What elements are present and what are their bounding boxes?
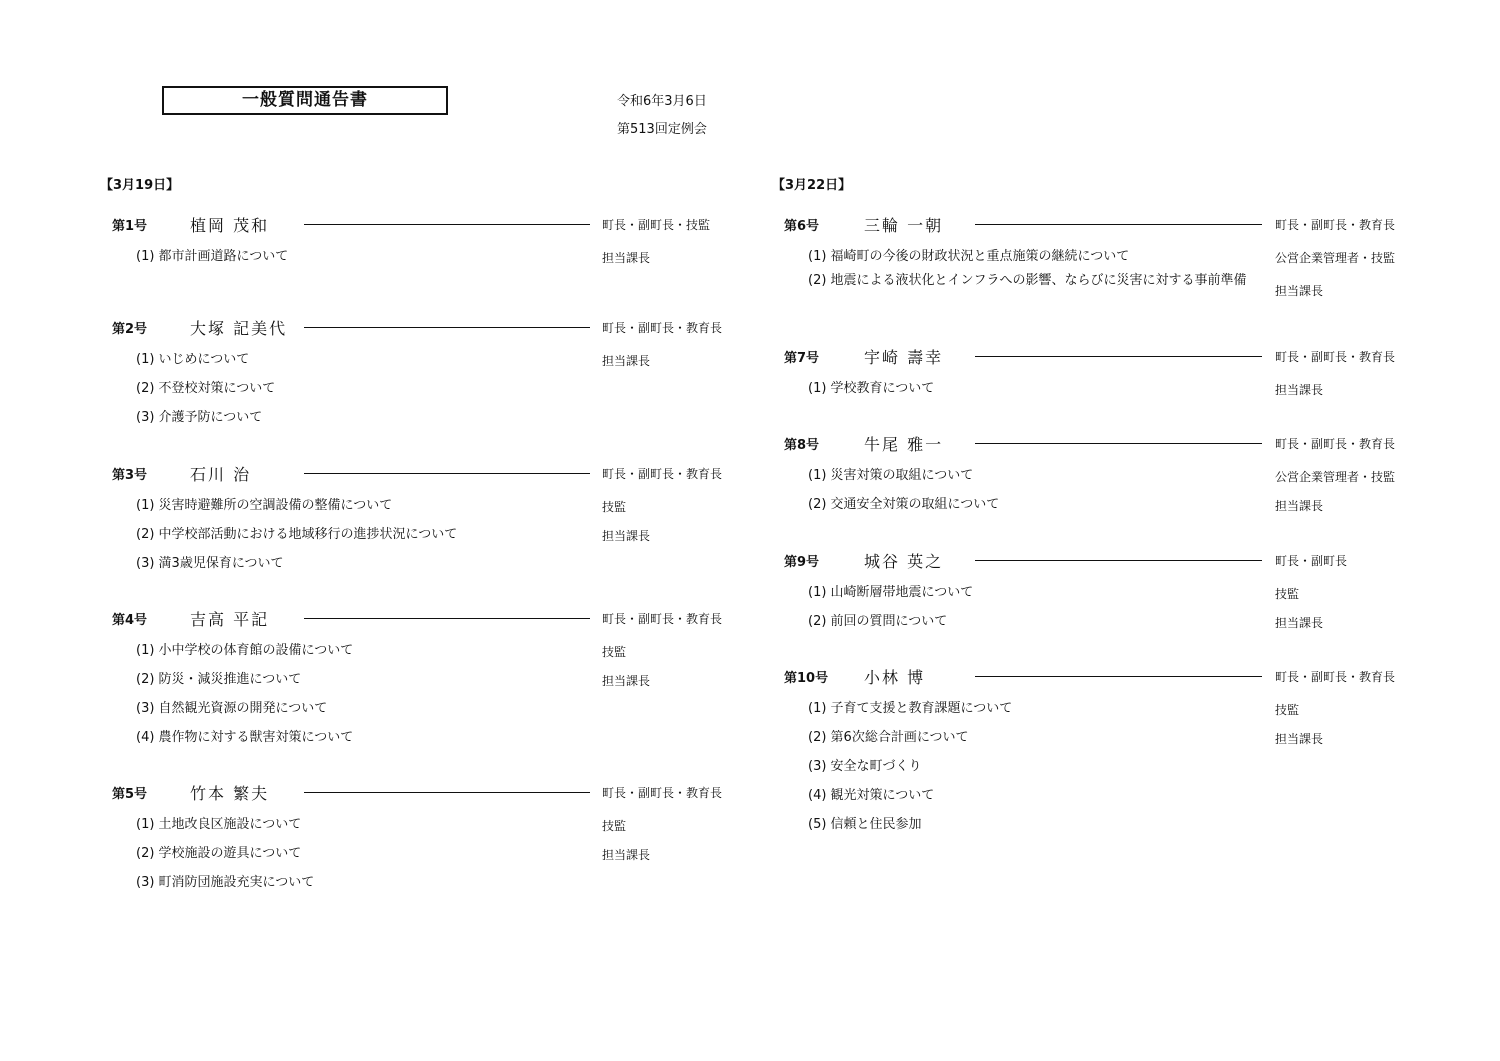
item-respondent: 担当課長 <box>602 848 651 862</box>
leader-line <box>304 618 590 619</box>
speaker-number: 第9号 <box>784 555 820 570</box>
document-title: 一般質問通告書 <box>162 86 448 115</box>
speaker-number: 第4号 <box>112 613 148 628</box>
item-respondent: 担当課長 <box>1275 383 1324 397</box>
item-respondent: 技監 <box>602 819 627 833</box>
item-respondent: 担当課長 <box>602 674 651 688</box>
item-respondent: 担当課長 <box>1275 616 1324 630</box>
leader-line <box>304 224 590 225</box>
speaker-name: 植岡 茂和 <box>190 216 270 235</box>
speaker-number: 第7号 <box>784 351 820 366</box>
speaker-respondents: 町長・副町長・教育長 <box>1275 670 1396 684</box>
question-item: (1) 山崎断層帯地震について <box>808 585 974 600</box>
item-respondent: 担当課長 <box>1275 499 1324 513</box>
speaker-number: 第1号 <box>112 219 148 234</box>
item-respondent: 担当課長 <box>602 354 651 368</box>
leader-line <box>975 224 1262 225</box>
item-respondent: 担当課長 <box>1275 732 1324 746</box>
question-item: (2) 中学校部活動における地域移行の進捗状況について <box>136 527 458 542</box>
item-respondent: 担当課長 <box>1275 284 1324 298</box>
item-respondent: 技監 <box>602 645 627 659</box>
question-item: (2) 不登校対策について <box>136 381 276 396</box>
question-item: (4) 農作物に対する獣害対策について <box>136 730 354 745</box>
question-item: (1) いじめについて <box>136 352 250 367</box>
speaker-respondents: 町長・副町長 <box>1275 554 1348 568</box>
question-item: (3) 介護予防について <box>136 410 263 425</box>
question-item: (1) 子育て支援と教育課題について <box>808 701 1013 716</box>
question-item: (5) 信頼と住民参加 <box>808 817 922 832</box>
leader-line <box>304 473 590 474</box>
question-item: (3) 安全な町づくり <box>808 759 922 774</box>
speaker-name: 牛尾 雅一 <box>864 435 944 454</box>
day-header: 【3月22日】 <box>772 178 852 193</box>
speaker-name: 城谷 英之 <box>864 552 944 571</box>
speaker-number: 第8号 <box>784 438 820 453</box>
speaker-number: 第5号 <box>112 787 148 802</box>
question-item: (4) 観光対策について <box>808 788 935 803</box>
leader-line <box>304 327 590 328</box>
question-item: (2) 第6次総合計画について <box>808 730 969 745</box>
speaker-number: 第10号 <box>784 671 829 686</box>
item-respondent: 担当課長 <box>602 251 651 265</box>
question-item: (3) 満3歳児保育について <box>136 556 284 571</box>
speaker-respondents: 町長・副町長・技監 <box>602 218 711 232</box>
leader-line <box>975 560 1262 561</box>
question-item: (3) 自然観光資源の開発について <box>136 701 328 716</box>
speaker-name: 小林 博 <box>864 668 926 687</box>
speaker-respondents: 町長・副町長・教育長 <box>1275 218 1396 232</box>
speaker-respondents: 町長・副町長・教育長 <box>1275 350 1396 364</box>
question-item: (2) 交通安全対策の取組について <box>808 497 1000 512</box>
question-item: (1) 土地改良区施設について <box>136 817 302 832</box>
question-item: (2) 地震による液状化とインフラへの影響、ならびに災害に対する事前準備 <box>808 273 1247 288</box>
question-item: (1) 小中学校の体育館の設備について <box>136 643 354 658</box>
question-item: (1) 福崎町の今後の財政状況と重点施策の継続について <box>808 249 1130 264</box>
speaker-name: 石川 治 <box>190 465 252 484</box>
item-respondent: 技監 <box>1275 703 1300 717</box>
item-respondent: 技監 <box>1275 587 1300 601</box>
notice-date: 令和6年3月6日 <box>617 94 707 109</box>
speaker-number: 第3号 <box>112 468 148 483</box>
leader-line <box>304 792 590 793</box>
speaker-name: 吉高 平記 <box>190 610 270 629</box>
leader-line <box>975 443 1262 444</box>
speaker-respondents: 町長・副町長・教育長 <box>602 786 723 800</box>
question-item: (2) 学校施設の遊具について <box>136 846 302 861</box>
leader-line <box>975 356 1262 357</box>
question-item: (3) 町消防団施設充実について <box>136 875 315 890</box>
question-item: (1) 災害対策の取組について <box>808 468 974 483</box>
speaker-number: 第2号 <box>112 322 148 337</box>
question-item: (1) 都市計画道路について <box>136 249 289 264</box>
day-header: 【3月19日】 <box>100 178 180 193</box>
item-respondent: 技監 <box>602 500 627 514</box>
item-respondent: 担当課長 <box>602 529 651 543</box>
session-name: 第513回定例会 <box>617 122 707 137</box>
speaker-name: 三輪 一朝 <box>864 216 944 235</box>
speaker-respondents: 町長・副町長・教育長 <box>602 612 723 626</box>
speaker-number: 第6号 <box>784 219 820 234</box>
item-respondent: 公営企業管理者・技監 <box>1275 470 1396 484</box>
speaker-name: 竹本 繁夫 <box>190 784 270 803</box>
speaker-respondents: 町長・副町長・教育長 <box>602 321 723 335</box>
question-item: (2) 前回の質問について <box>808 614 948 629</box>
question-item: (1) 学校教育について <box>808 381 935 396</box>
item-respondent: 公営企業管理者・技監 <box>1275 251 1396 265</box>
speaker-name: 大塚 記美代 <box>190 319 288 338</box>
question-item: (2) 防災・減災推進について <box>136 672 302 687</box>
question-item: (1) 災害時避難所の空調設備の整備について <box>136 498 393 513</box>
speaker-respondents: 町長・副町長・教育長 <box>1275 437 1396 451</box>
leader-line <box>975 676 1262 677</box>
speaker-name: 宇崎 壽幸 <box>864 348 944 367</box>
speaker-respondents: 町長・副町長・教育長 <box>602 467 723 481</box>
